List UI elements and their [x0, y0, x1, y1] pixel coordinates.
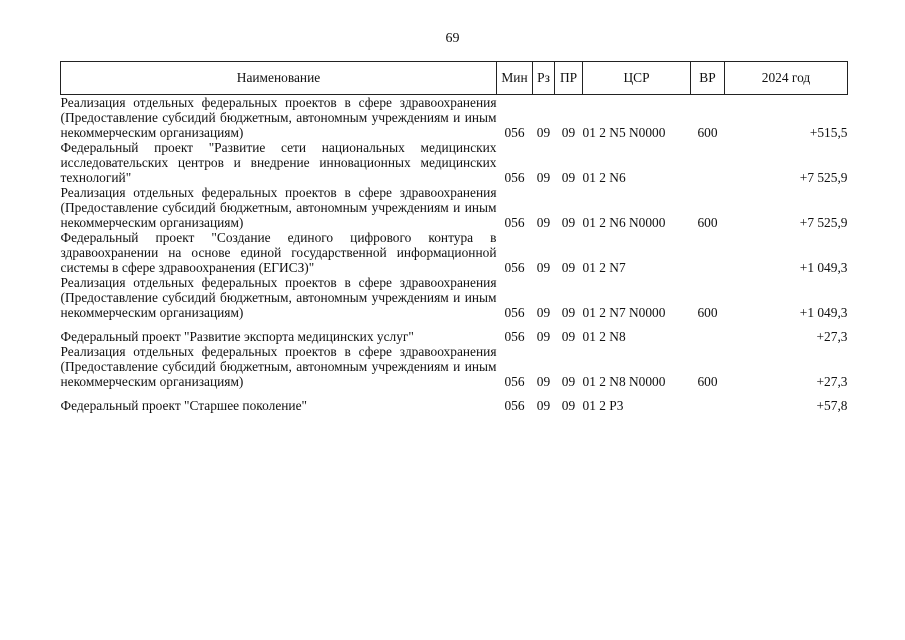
table-row	[61, 140, 848, 185]
row-amount: +7 525,9	[799, 215, 848, 230]
row-amount: +57,8	[816, 398, 848, 413]
row-rz: 09	[536, 215, 551, 230]
row-csr: 01 2 N8	[582, 329, 626, 344]
row-amount: +515,5	[809, 125, 848, 140]
row-csr: 01 2 N5 N0000	[582, 125, 666, 140]
row-csr: 01 2 N7 N0000	[582, 305, 666, 320]
row-pr: 09	[561, 374, 576, 389]
row-name: Федеральный проект "Старшее поколение"	[60, 398, 308, 413]
row-amount: +1 049,3	[799, 305, 848, 320]
row-csr: 01 2 N6 N0000	[582, 215, 666, 230]
row-rz: 09	[536, 170, 551, 185]
row-pr: 09	[561, 125, 576, 140]
page-number: 69	[445, 31, 460, 46]
table-row	[61, 389, 848, 413]
row-min: 056	[504, 125, 525, 140]
row-rz: 09	[536, 305, 551, 320]
row-name: Федеральный проект "Развитие сети национальных медицинских исследовательских центров и внедрение инновационных медицинских технологий"	[60, 140, 497, 185]
row-vr: 600	[697, 125, 718, 140]
row-amount: +27,3	[816, 329, 848, 344]
row-name: Реализация отдельных федеральных проектов в сфере здравоохранения (Предоставление субсидий бюджетным, автономным учреждениям и иным некоммерческим организациям)	[60, 344, 497, 389]
row-name: Федеральный проект "Создание единого цифрового контура в здравоохранении на основе единой государственной информационной системы в сфере здравоохранения (ЕГИСЗ)"	[60, 230, 497, 275]
row-name: Федеральный проект "Развитие экспорта медицинских услуг"	[60, 329, 414, 344]
header-name: Наименование	[61, 62, 497, 95]
row-pr: 09	[561, 170, 576, 185]
table-header-row	[61, 62, 848, 95]
row-amount: +27,3	[816, 374, 848, 389]
row-csr: 01 2 N8 N0000	[582, 374, 666, 389]
header-min: Мин	[497, 62, 533, 95]
row-min: 056	[504, 305, 525, 320]
header-rz: Рз	[533, 62, 555, 95]
row-min: 056	[504, 170, 525, 185]
row-min: 056	[504, 260, 525, 275]
row-csr: 01 2 N6	[582, 170, 626, 185]
row-name: Реализация отдельных федеральных проектов в сфере здравоохранения (Предоставление субсидий бюджетным, автономным учреждениям и иным некоммерческим организациям)	[60, 275, 497, 320]
row-rz: 09	[536, 398, 551, 413]
table-row	[61, 185, 848, 230]
row-rz: 09	[536, 260, 551, 275]
row-min: 056	[504, 329, 525, 344]
row-vr: 600	[697, 305, 718, 320]
row-pr: 09	[561, 398, 576, 413]
table-row	[61, 275, 848, 320]
table-row	[61, 344, 848, 389]
row-csr: 01 2 N7	[582, 260, 626, 275]
header-csr: ЦСР	[583, 62, 691, 95]
row-name: Реализация отдельных федеральных проектов в сфере здравоохранения (Предоставление субсидий бюджетным, автономным учреждениям и иным некоммерческим организациям)	[60, 185, 497, 230]
budget-table	[60, 61, 848, 413]
table-row	[61, 320, 848, 344]
row-pr: 09	[561, 305, 576, 320]
row-rz: 09	[536, 374, 551, 389]
row-rz: 09	[536, 329, 551, 344]
row-min: 056	[504, 398, 525, 413]
row-name: Реализация отдельных федеральных проектов в сфере здравоохранения (Предоставление субсидий бюджетным, автономным учреждениям и иным некоммерческим организациям)	[60, 95, 497, 140]
row-amount: +1 049,3	[799, 260, 848, 275]
table-row	[61, 95, 848, 141]
row-min: 056	[504, 215, 525, 230]
row-min: 056	[504, 374, 525, 389]
row-vr: 600	[697, 215, 718, 230]
row-vr: 600	[697, 374, 718, 389]
row-csr: 01 2 P3	[582, 398, 624, 413]
header-vr: ВР	[691, 62, 725, 95]
header-year: 2024 год	[725, 62, 848, 95]
row-vr	[691, 389, 725, 413]
row-pr: 09	[561, 329, 576, 344]
row-vr	[691, 320, 725, 344]
header-pr: ПР	[555, 62, 583, 95]
row-amount: +7 525,9	[799, 170, 848, 185]
row-vr	[691, 140, 725, 185]
row-vr	[691, 230, 725, 275]
table-row	[61, 230, 848, 275]
row-pr: 09	[561, 260, 576, 275]
row-pr: 09	[561, 215, 576, 230]
row-rz: 09	[536, 125, 551, 140]
